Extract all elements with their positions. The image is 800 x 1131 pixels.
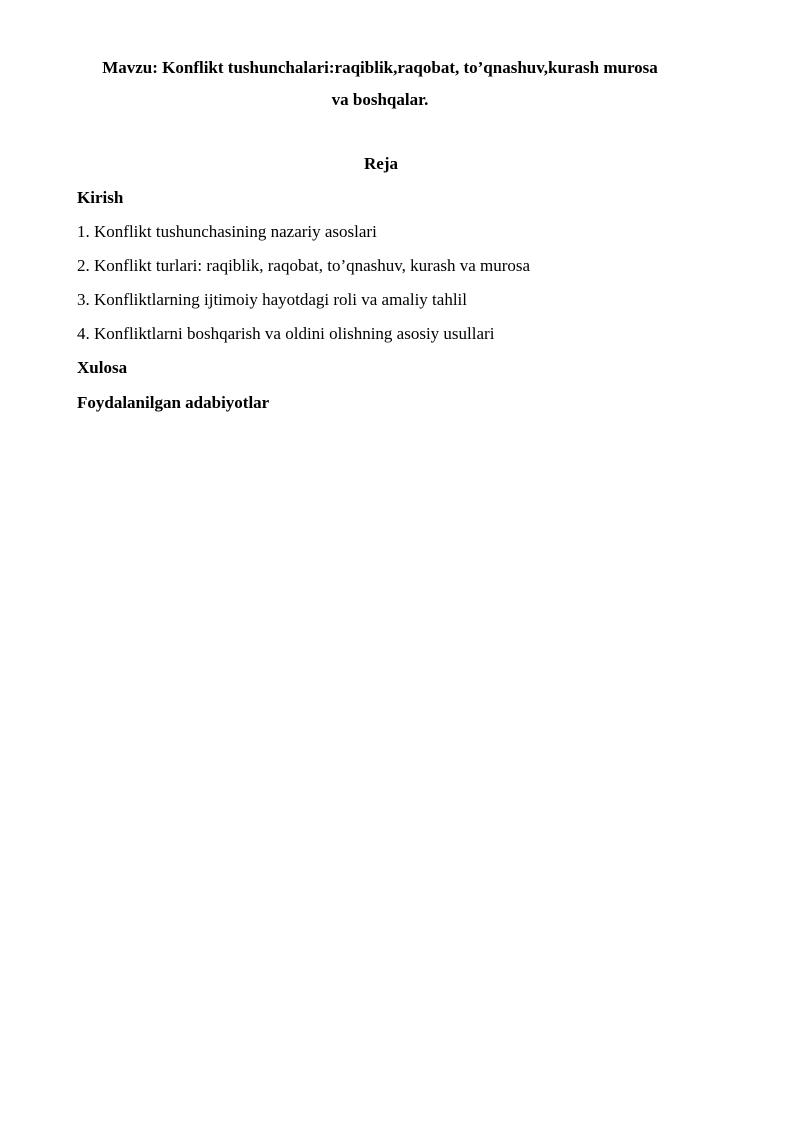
plan-item-1: 1. Konflikt tushunchasining nazariy asoslari <box>77 222 377 241</box>
plan-item-2: 2. Konflikt turlari: raqiblik, raqobat, to’qnashuv, kurash va murosa <box>77 256 531 275</box>
plan-item-4: 4. Konfliktlarni boshqarish va oldini olishning asosiy usullari <box>77 324 495 343</box>
plan-item-3: 3. Konfliktlarning ijtimoiy hayotdagi roli va amaliy tahlil <box>77 290 467 309</box>
section-references: Foydalanilgan adabiyotlar <box>77 393 270 412</box>
section-conclusion: Xulosa <box>77 358 128 377</box>
document-title-line-2: va boshqalar. <box>331 90 429 109</box>
section-intro: Kirish <box>77 188 124 207</box>
document-title-line-1: Mavzu: Konflikt tushunchalari:raqiblik,raqobat, to’qnashuv,kurash murosa <box>102 58 658 77</box>
plan-heading: Reja <box>364 154 398 173</box>
